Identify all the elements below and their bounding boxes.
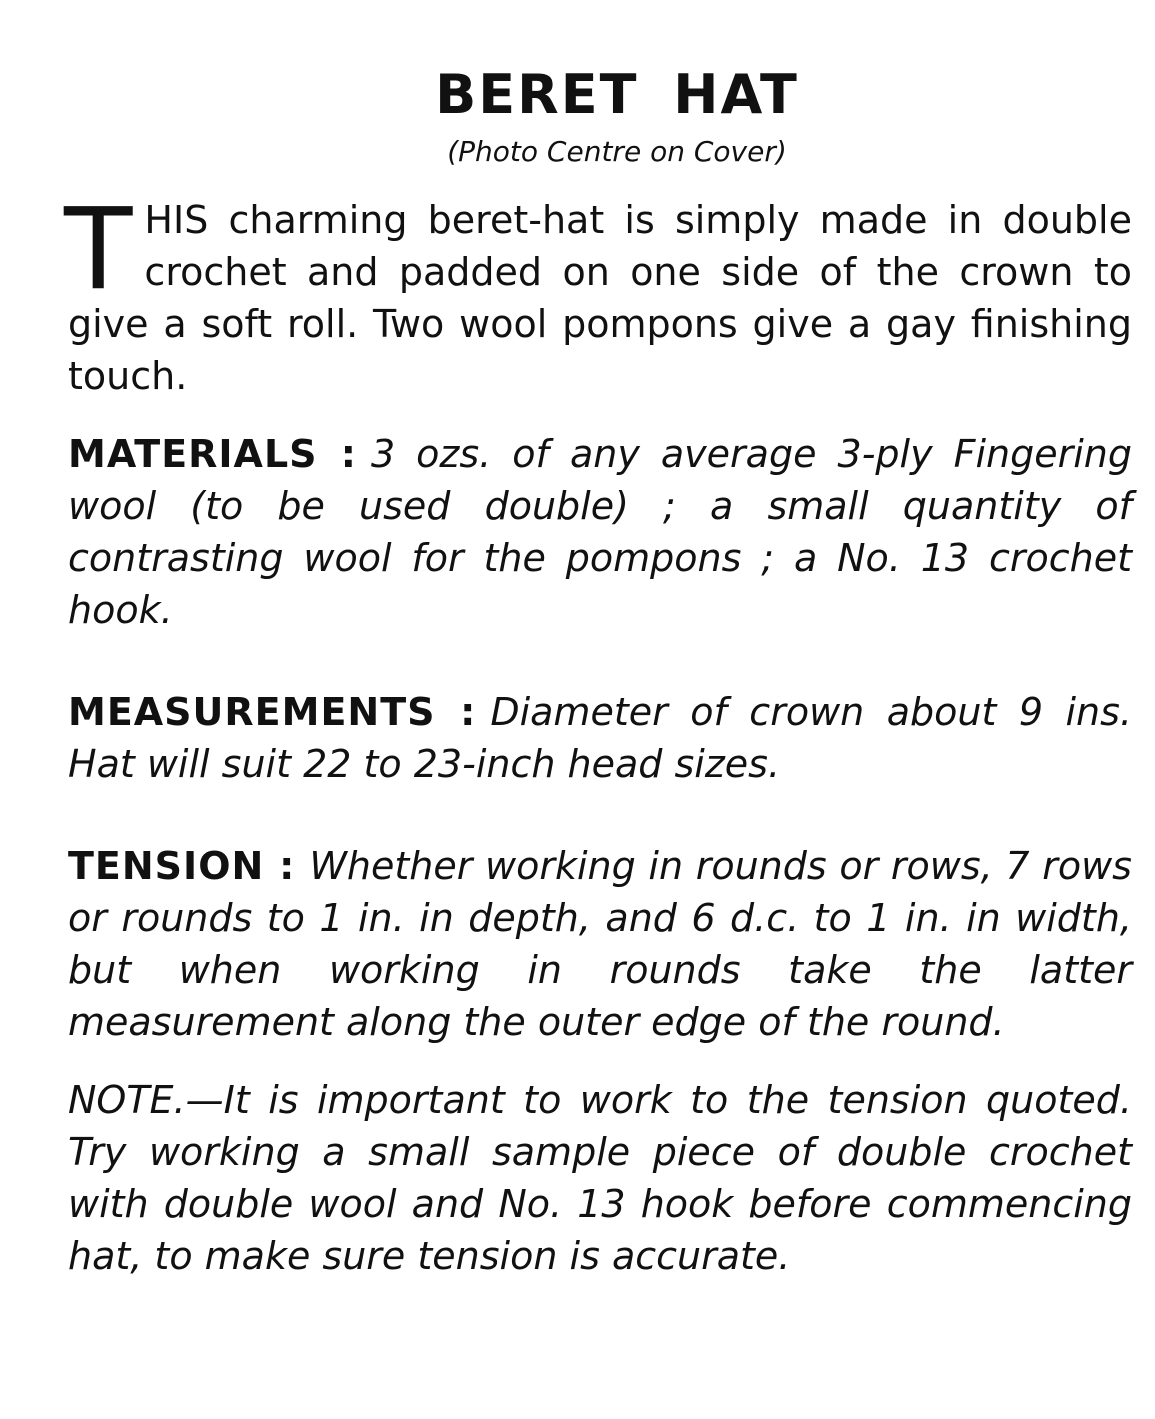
materials-text: 3 ozs. of any average 3-ply Fingering wool (to be used double) ; a small quantity of contrasting wool for the pompons ; a No. 13 crochet hook. bbox=[68, 432, 1133, 632]
intro-text: HIS charming beret-hat is simply made in double crochet and padded on one side of the crown to give a soft roll. Two wool pompons give a gay finishing touch. bbox=[68, 198, 1132, 398]
intro-paragraph bbox=[64, 185, 1132, 402]
tension-label: TENSION : bbox=[68, 844, 296, 888]
subtitle: (Photo Centre on Cover) bbox=[447, 135, 787, 168]
pattern-page bbox=[64, 63, 1133, 1282]
tension-text: Whether working in rounds or rows, 7 rows or rounds to 1 in. in depth, and 6 d.c. to 1 in. in width, but when working in rounds take the latter measurement along the outer edge of the round. bbox=[68, 844, 1132, 1044]
page-title: BERET HAT bbox=[435, 63, 799, 126]
measurements-text: Diameter of crown about 9 ins. Hat will suit 22 to 23-inch head sizes. bbox=[68, 690, 1133, 786]
measurements-label: MEASUREMENTS : bbox=[68, 690, 477, 734]
materials-label: MATERIALS : bbox=[68, 432, 357, 476]
materials-section bbox=[68, 428, 1132, 636]
note-section bbox=[68, 1074, 1132, 1282]
tension-section bbox=[68, 840, 1132, 1048]
measurements-section bbox=[68, 686, 1132, 790]
note-text: NOTE.—It is important to work to the tension quoted. Try working a small sample piece of double crochet with double wool and No. 13 hook before commencing hat, to make sure tension is accurate. bbox=[68, 1078, 1132, 1278]
drop-cap: T bbox=[64, 185, 133, 315]
